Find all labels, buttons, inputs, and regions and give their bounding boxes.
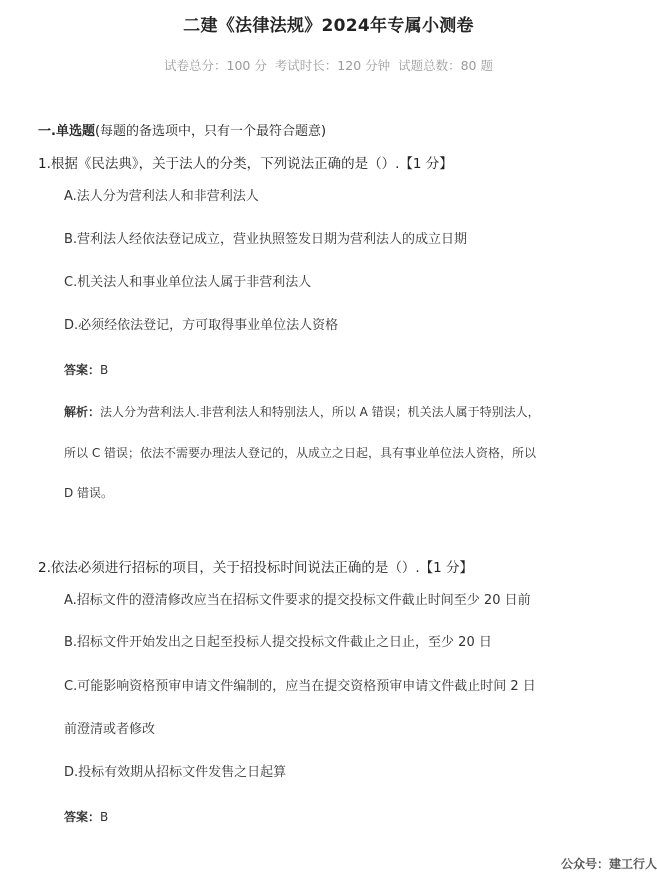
question-2-stem: 2.依法必须进行招标的项目，关于招投标时间说法正确的是（）.【1 分】 xyxy=(38,560,474,576)
q1-option-a: A.法人分为营利法人和非营利法人 xyxy=(64,189,259,204)
q1-explanation-line-1 xyxy=(64,403,540,420)
section-heading xyxy=(38,120,326,139)
q2-answer-value: B xyxy=(100,810,109,824)
exam-meta: 试卷总分：100 分 考试时长：120 分钟 试题总数：80 题 xyxy=(164,58,493,73)
q2-option-c: C.可能影响资格预审申请文件编制的，应当在提交资格预审申请文件截止时间 2 日 xyxy=(64,679,536,694)
q2-answer xyxy=(64,808,108,825)
q1-answer-label: 答案： xyxy=(64,363,101,377)
q1-explanation-text-1: 法人分为营利法人.非营利法人和特别法人，所以 A 错误；机关法人属于特别法人， xyxy=(100,405,540,419)
q1-explanation-line-2: 所以 C 错误；依法不需要办理法人登记的，从成立之日起，具有事业单位法人资格，所以 xyxy=(64,446,537,460)
q2-option-d: D.投标有效期从招标文件发售之日起算 xyxy=(64,765,287,780)
q1-option-c: C.机关法人和事业单位法人属于非营利法人 xyxy=(64,275,312,290)
footer-watermark: 公众号：建工行人 xyxy=(560,857,657,871)
q2-option-b: B.招标文件开始发出之日起至投标人提交投标文件截止之日止，至少 20 日 xyxy=(64,635,492,650)
section-title: 一.单选题 xyxy=(38,124,95,139)
q1-explanation-line-3: D 错误。 xyxy=(64,486,114,500)
q1-answer xyxy=(64,361,108,378)
q2-answer-label: 答案： xyxy=(64,810,101,824)
question-1-stem: 1.根据《民法典》，关于法人的分类，下列说法正确的是（）.【1 分】 xyxy=(38,156,453,172)
section-note: (每题的备选项中，只有一个最符合题意) xyxy=(94,124,327,139)
page-title: 二建《法律法规》2024年专属小测卷 xyxy=(183,16,474,36)
q1-answer-value: B xyxy=(100,363,109,377)
q1-option-d: D.必须经依法登记，方可取得事业单位法人资格 xyxy=(64,318,339,333)
q2-option-a: A.招标文件的澄清修改应当在招标文件要求的提交投标文件截止时间至少 20 日前 xyxy=(64,593,531,608)
q1-explanation-label: 解析： xyxy=(64,405,101,419)
q1-option-b: B.营利法人经依法登记成立，营业执照签发日期为营利法人的成立日期 xyxy=(64,232,468,247)
q2-option-c-continued: 前澄清或者修改 xyxy=(64,722,156,737)
